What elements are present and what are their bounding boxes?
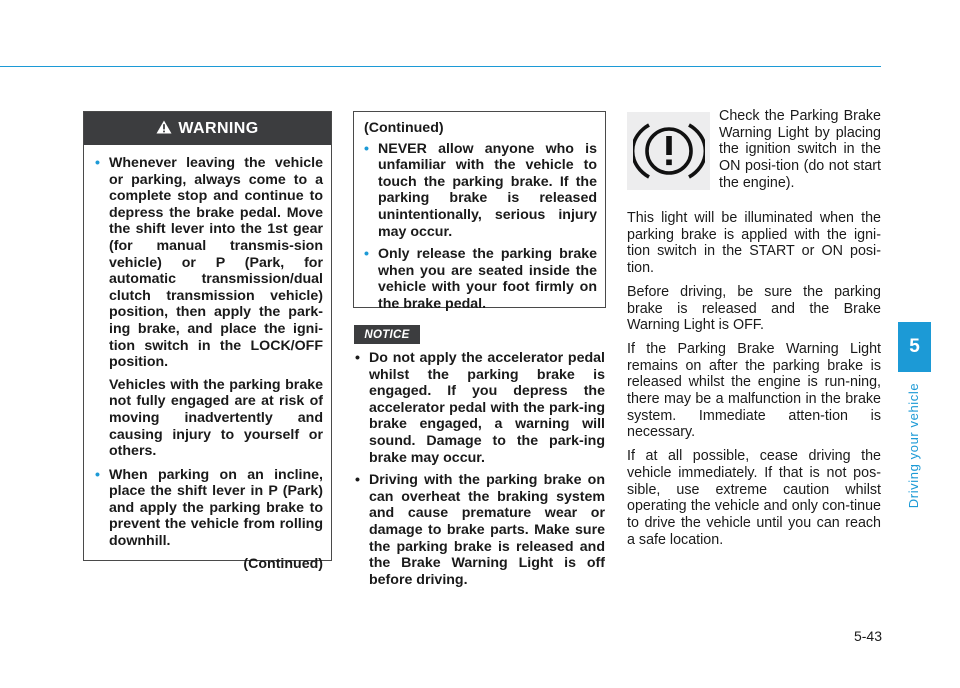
header-rule [0,66,881,67]
warning-continued-box [353,111,606,312]
warning-bullet-text: When parking on an incline, place the shift lever in P (Park) and apply the parking brake to prevent the vehicle from rolling downhill. [109,466,323,550]
chapter-number-tab[interactable] [898,322,931,372]
chapter-title [896,380,932,510]
notice-bullet-text: Driving with the parking brake on can overheat the braking system and cause premature wear or damage to brake parts. Make sure the parking brake is released and the Brake Warning Light is off before driving. [369,472,605,588]
warning-bullet [95,467,323,550]
bullet-dot-icon: • [355,472,360,489]
notice-bullet [355,350,605,466]
check-instruction: Check the Parking Brake Warning Light by placing the ignition switch in the ON posi-tion (do not start the engine). [719,108,881,191]
notice-list [355,350,605,594]
continued-bullet-text: NEVER allow anyone who is unfamiliar with the vehicle to touch the parking brake. If the parking brake is released unintentionally, serious injury may occur. [378,140,597,240]
continued-heading: (Continued) [364,120,444,136]
chapter-number: 5 [909,336,920,357]
page-number: 5-43 [853,628,882,644]
paragraph: Before driving, be sure the parking brake is released and the Brake Warning Light is OFF. [627,283,881,334]
paragraph: If the Parking Brake Warning Light remains on after the parking brake is released whilst the engine is run-ning, there may be a malfunction in the brake system. Immediate atten-tion is necessary. [627,340,881,441]
warning-box [83,111,332,572]
warning-body [84,145,331,572]
warning-title: WARNING [178,119,259,137]
brake-warning-light-icon [627,112,710,190]
notice-bullet-text: Do not apply the accelerator pedal whilst the parking brake is engaged. If you depress the accelerator pedal with the park-ing brake engaged, a warning will sound. Damage to the park-ing brake may occur. [369,350,605,466]
bullet-dot-icon: • [364,140,369,157]
continued-bullet [364,141,597,241]
paragraph: This light will be illuminated when the parking brake is applied with the igni-tion switch in the START or ON posi-tion. [627,210,881,277]
warning-bullet-text: Whenever leaving the vehicle or parking, always come to a complete stop and continue to depress the brake pedal. Move the shift lever into the 1st gear (for manual transmis-sion vehicle) or P (Park, for automatic transmission/dual clutch transmission vehicle) position, then apply the park-ing brake, and place the igni-tion switch in the LOCK/OFF position. [109,155,323,371]
warning-header [84,112,331,145]
notice-label: NOTICE [364,328,410,341]
notice-bullet [355,472,605,588]
warning-continued: (Continued) [243,555,323,572]
continued-bullet [364,246,597,312]
continued-bullet-text: Only release the parking brake when you are seated inside the vehicle with your foot firmly on the brake pedal. [378,246,597,312]
chapter-title-text: Driving your vehicle [906,382,922,508]
bullet-dot-icon: • [364,246,369,263]
notice-badge [354,325,420,344]
paragraph: If at all possible, cease driving the vehicle immediately. If that is not pos-sible, use extreme caution whilst operating the vehicle and only con-tinue to drive the vehicle until you can reach a safe location. [627,448,881,548]
warning-triangle-icon [156,120,172,138]
warning-sub-paragraph: Vehicles with the parking brake not fully engaged are at risk of moving inadvertently and causing injury to yourself or others. [109,376,323,460]
brake-light-description [627,210,881,555]
warning-bullet [95,155,323,371]
bullet-dot-icon: • [95,466,100,483]
bullet-dot-icon: • [95,155,100,171]
bullet-dot-icon: • [355,350,360,366]
